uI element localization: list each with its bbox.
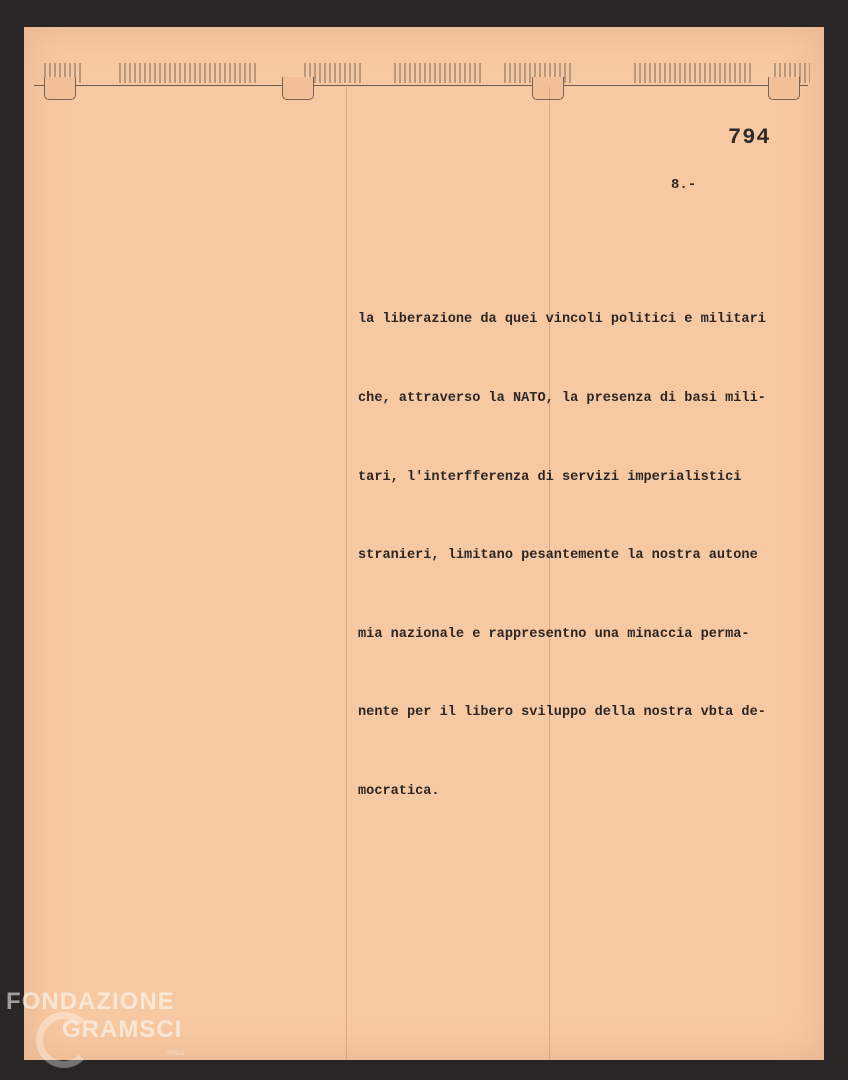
page-number: 794: [728, 125, 771, 150]
binding-tab: [44, 77, 76, 100]
watermark: [6, 988, 182, 1044]
document-page: [24, 27, 824, 1060]
text-line: la liberazione da quei vincoli politici e militari: [358, 312, 766, 328]
binding-tab: [282, 77, 314, 100]
page-section-number: 8.-: [671, 177, 697, 193]
watermark-line2: GRAMSCI: [62, 1016, 183, 1043]
paper-fold: [346, 87, 347, 1060]
binding-tab: [768, 77, 800, 100]
typed-body-text: [358, 255, 818, 858]
text-line: stranieri, limitano pesantemente la nostra autone: [358, 548, 758, 564]
text-line: che, attraverso la NATO, la presenza di basi mili-: [358, 391, 766, 407]
binding-strip: [34, 63, 808, 86]
text-line: mocratica.: [358, 784, 440, 800]
text-line: nente per il libero sviluppo della nostra vbta de-: [358, 705, 766, 721]
text-line: tari, l'interfferenza di servizi imperialistici: [358, 469, 742, 485]
watermark-sub: onlus: [165, 1048, 185, 1057]
binding-tab: [532, 77, 564, 100]
text-line: mia nazionale e rappresentno una minaccia perma-: [358, 626, 750, 642]
watermark-line1: FONDAZIONE: [6, 988, 175, 1015]
